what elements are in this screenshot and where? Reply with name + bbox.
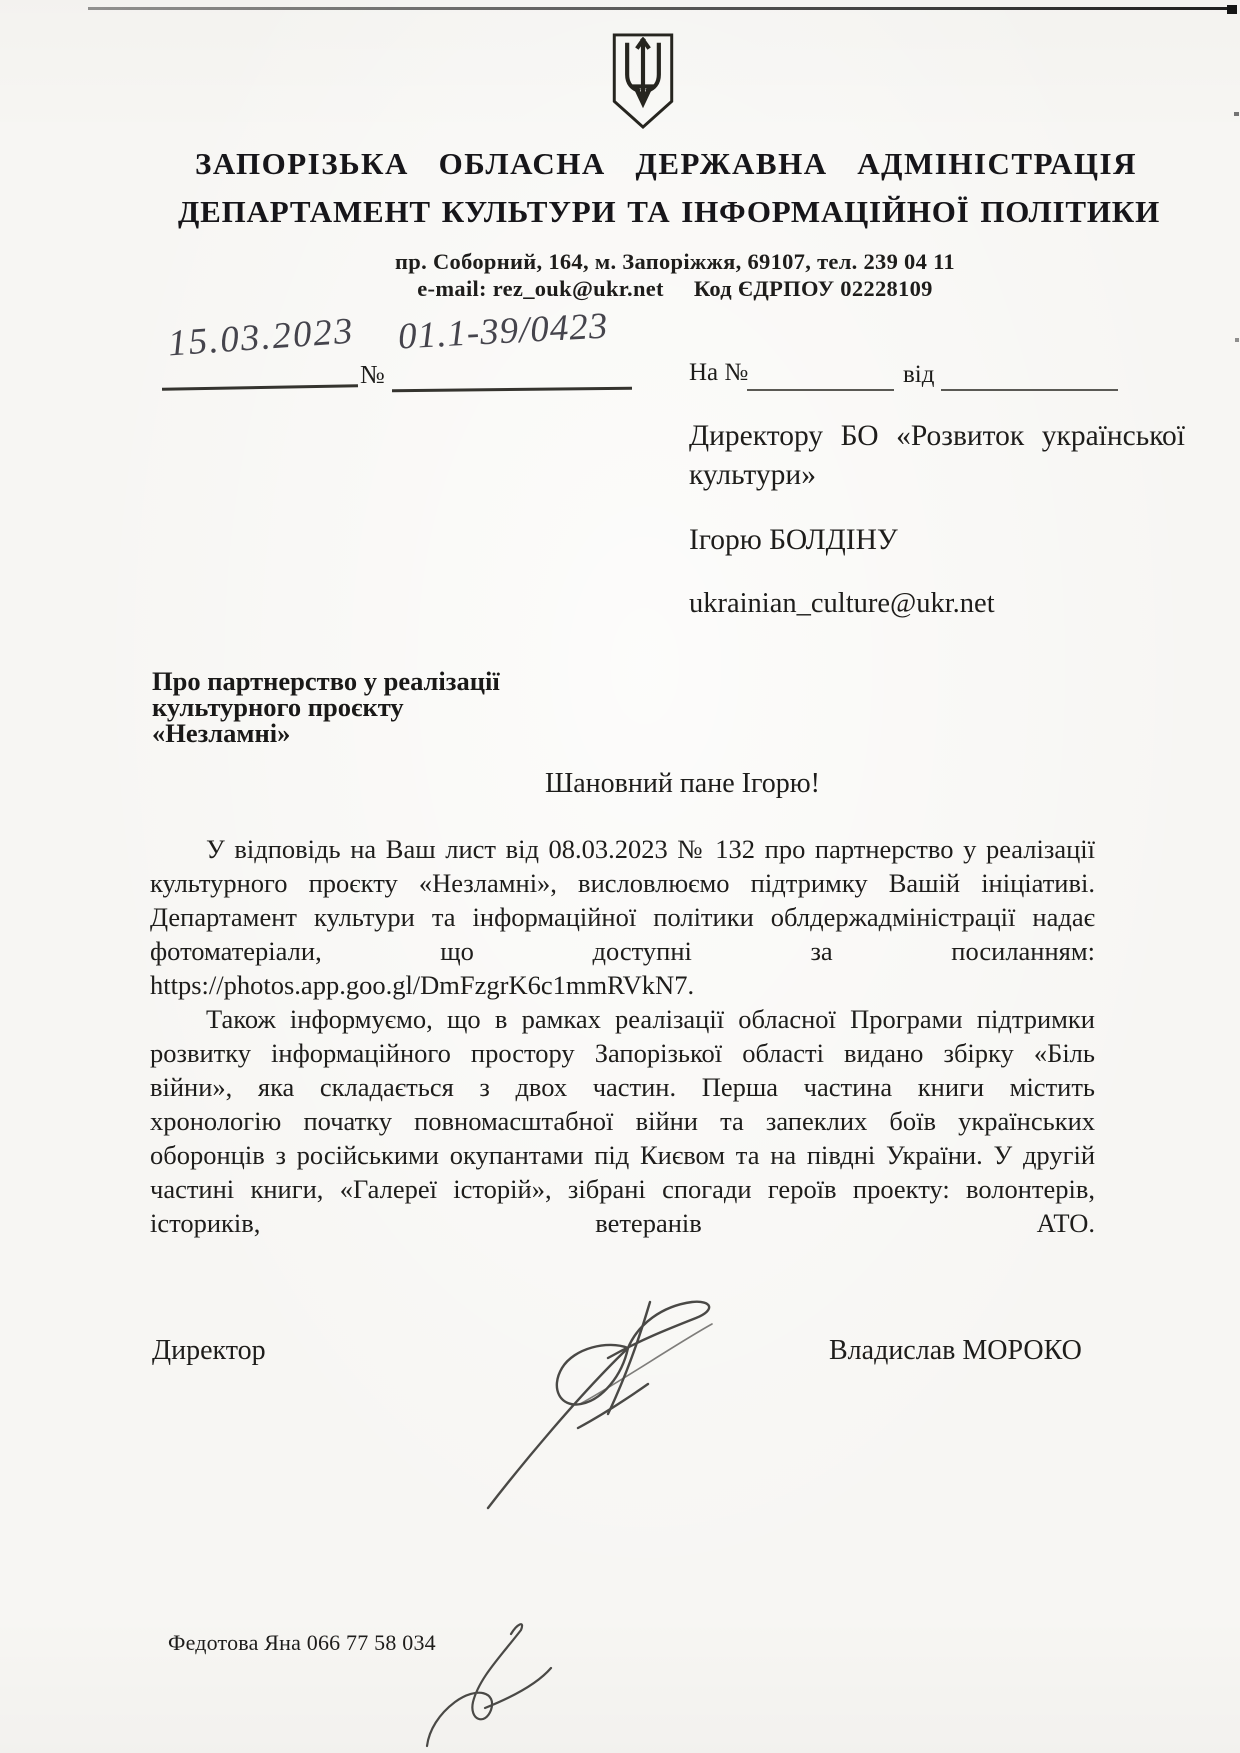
recipient-org-line-1: Директору БО «Розвиток української	[689, 420, 1185, 452]
handwritten-date: 15.03.2023	[166, 310, 356, 365]
body-line: фотоматеріали, що доступні за посиланням:	[150, 936, 1095, 966]
body-line: оборонців з російськими окупантами під Києвом та на півдні України. У другій	[150, 1140, 1095, 1170]
director-signature-scribble	[480, 1296, 725, 1521]
reply-date-blank-line	[941, 389, 1118, 391]
org-name-line-2: ДЕПАРТАМЕНТ КУЛЬТУРИ ТА ІНФОРМАЦІЙНОЇ ПОЛІТИКИ	[178, 194, 1160, 229]
number-underline	[392, 387, 632, 393]
org-name-line-1: ЗАПОРІЗЬКА ОБЛАСНА ДЕРЖАВНА АДМІНІСТРАЦІЯ	[195, 146, 1137, 181]
body-line: культурного проєкту «Незламні», висловлюємо підтримку Вашій ініціативі.	[150, 868, 1095, 898]
subject-line: Про партнерство у реалізації	[152, 666, 500, 696]
body-line: істориків, ветеранів АТО.	[150, 1208, 1095, 1238]
subject-line: культурного проєкту	[152, 692, 404, 722]
scan-artifact-top-line	[88, 7, 1228, 10]
body-line: У відповідь на Ваш лист від 08.03.2023 № 132 про партнерство у реалізації	[206, 834, 1095, 864]
body-line: розвитку інформаційного простору Запорізької області видано збірку «Біль	[150, 1038, 1095, 1068]
signer-position: Директор	[152, 1335, 266, 1366]
recipient-email: ukrainian_culture@ukr.net	[689, 588, 995, 619]
recipient-org-line-2: культури»	[689, 459, 816, 491]
org-email: e-mail: rez_ouk@ukr.net	[417, 276, 664, 301]
number-sign-label: №	[360, 360, 385, 389]
body-line: хронологію початку повномасштабної війни та запеклих боїв українських	[150, 1106, 1095, 1136]
subject-line: «Незламні»	[152, 718, 291, 748]
handwritten-outgoing-number: 01.1-39/0423	[397, 305, 610, 358]
footer-signature-scribble	[423, 1616, 555, 1753]
date-underline	[162, 384, 358, 390]
body-line: частині книги, «Галереї історій», зібрані спогади героїв проекту: волонтерів,	[150, 1174, 1095, 1204]
body-line: Також інформуємо, що в рамках реалізації обласної Програми підтримки	[206, 1004, 1095, 1034]
reply-to-number-label: На №	[689, 359, 749, 386]
body-line: війни», яка складається з двох частин. Перша частина книги містить	[150, 1072, 1095, 1102]
scan-artifact-edge-tick	[1234, 112, 1239, 116]
salutation: Шановний пане Ігорю!	[544, 768, 820, 799]
body-line-url: https://photos.app.goo.gl/DmFzgrK6c1mmRVkN7.	[150, 970, 695, 1000]
org-contact-line	[120, 276, 1230, 302]
signer-name: Владислав МОРОКО	[829, 1335, 1082, 1366]
org-address-line: пр. Соборний, 164, м. Запоріжжя, 69107, тел. 239 04 11	[395, 249, 955, 274]
letter-body	[150, 832, 1095, 1240]
reply-number-blank-line	[747, 389, 894, 391]
reply-from-label: від	[903, 361, 935, 388]
scan-artifact-corner-dot	[1227, 5, 1237, 14]
ukraine-trident-emblem-icon	[608, 30, 678, 132]
recipient-name: Ігорю БОЛДІНУ	[689, 524, 898, 556]
executor-contact: Федотова Яна 066 77 58 034	[168, 1630, 436, 1655]
scan-artifact-edge-tick	[1235, 338, 1239, 342]
org-edrpou-code: Код ЄДРПОУ 02228109	[693, 276, 933, 301]
letter-subject	[152, 668, 622, 746]
body-line: Департамент культури та інформаційної політики облдержадміністрації надає	[150, 902, 1095, 932]
